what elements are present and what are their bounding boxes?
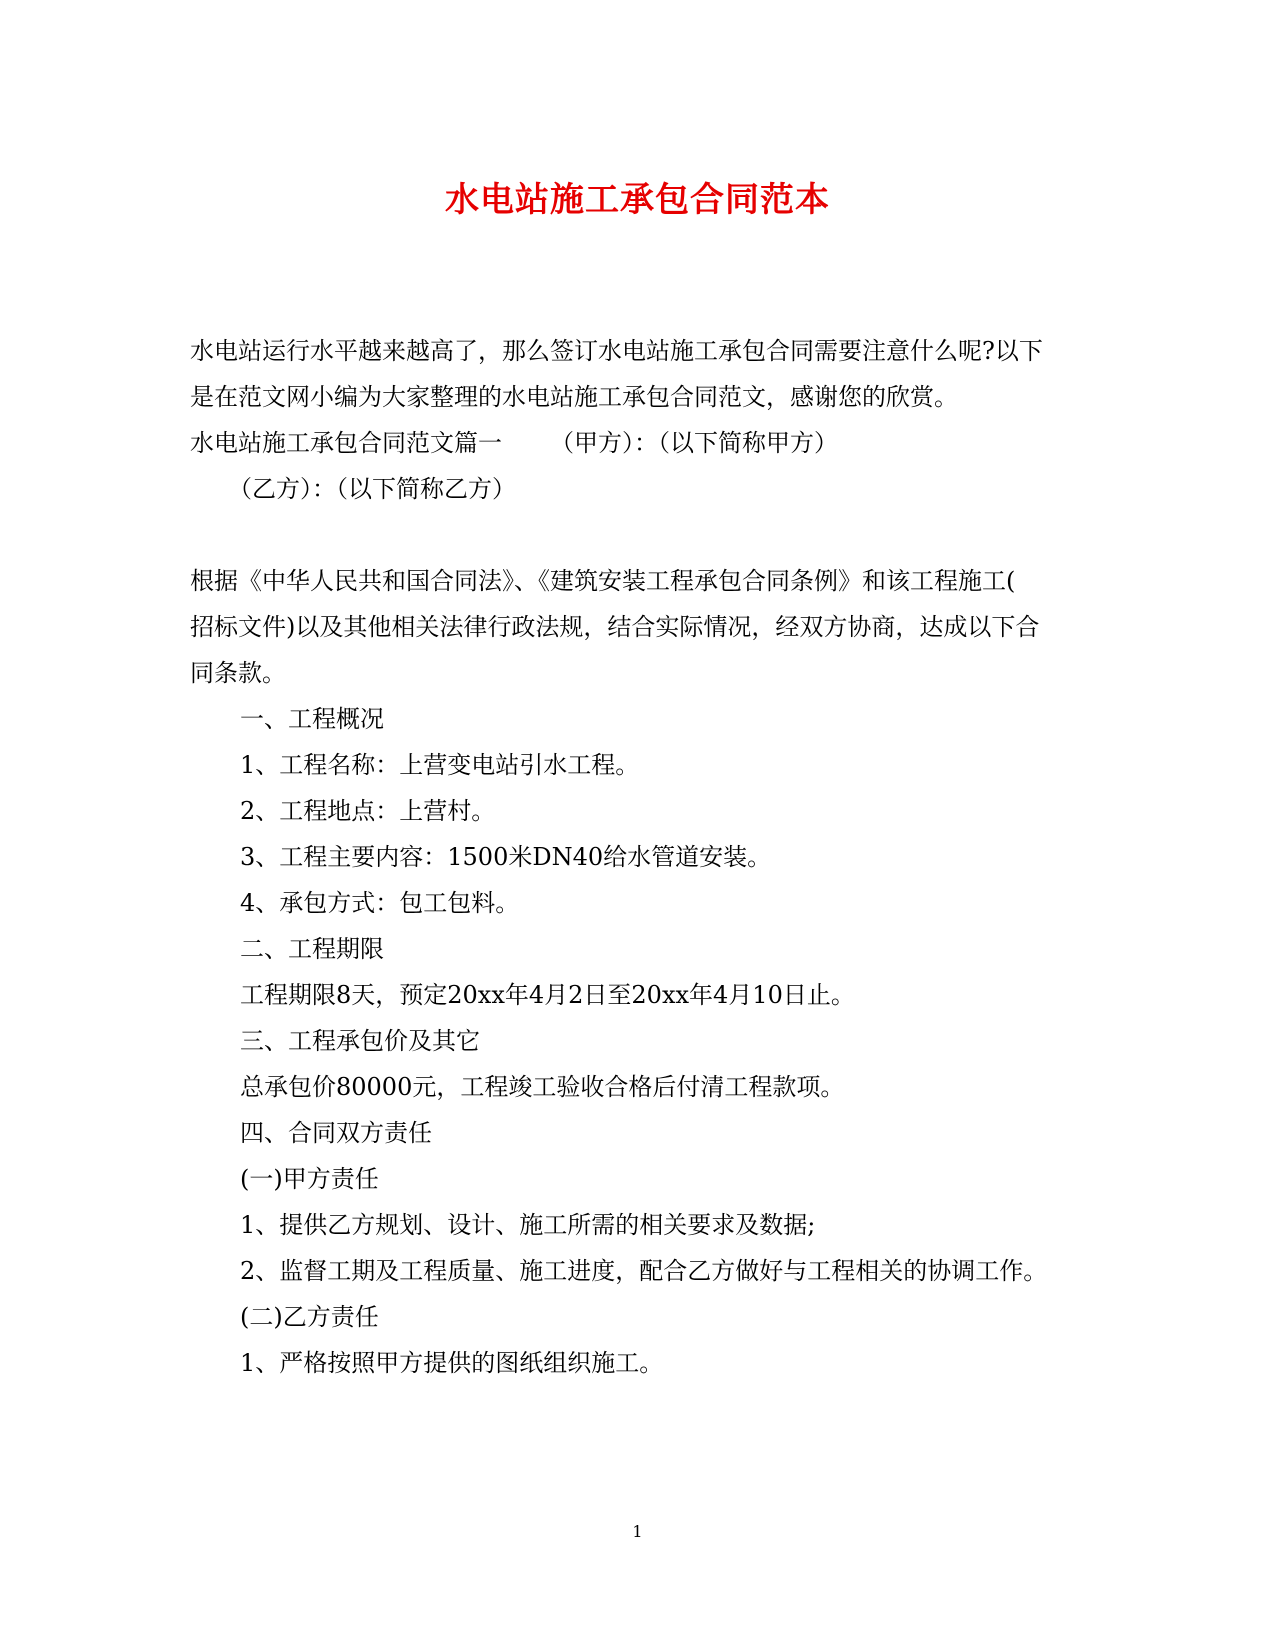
clause-item: 工程期限8天，预定20xx年4月2日至20xx年4月10日止。 <box>240 981 855 1009</box>
party-a: （甲方）：（以下简称甲方） <box>550 429 838 457</box>
section-heading: 一、工程概况 <box>240 705 384 733</box>
basis-line: 招标文件)以及其他相关法律行政法规，结合实际情况，经双方协商，达成以下合 <box>190 613 1040 641</box>
page-number: 1 <box>632 1522 643 1541</box>
party-a-line <box>190 428 838 458</box>
clause-item: 1、提供乙方规划、设计、施工所需的相关要求及数据; <box>240 1211 816 1239</box>
clause-item: 1、严格按照甲方提供的图纸组织施工。 <box>240 1349 664 1377</box>
sub-heading: (一)甲方责任 <box>240 1165 379 1193</box>
basis-line: 同条款。 <box>190 659 286 687</box>
section-heading: 二、工程期限 <box>240 935 384 963</box>
clause-item: 1、工程名称：上营变电站引水工程。 <box>240 751 640 779</box>
party-b: （乙方）：（以下简称乙方） <box>228 475 516 503</box>
clause-item: 3、工程主要内容：1500米DN40给水管道安装。 <box>240 843 772 871</box>
basis-line: 根据《中华人民共和国合同法》、《建筑安装工程承包合同条例》和该工程施工( <box>190 567 1016 595</box>
section-heading: 四、合同双方责任 <box>240 1119 432 1147</box>
clause-item: 总承包价80000元，工程竣工验收合格后付清工程款项。 <box>240 1073 845 1101</box>
section-heading: 三、工程承包价及其它 <box>240 1027 480 1055</box>
clause-item: 2、监督工期及工程质量、施工进度，配合乙方做好与工程相关的协调工作。 <box>240 1257 1048 1285</box>
intro-line: 是在范文网小编为大家整理的水电站施工承包合同范文，感谢您的欣赏。 <box>190 383 958 411</box>
part-heading: 水电站施工承包合同范文篇一 <box>190 429 502 457</box>
clause-item: 2、工程地点：上营村。 <box>240 797 496 825</box>
intro-line: 水电站运行水平越来越高了，那么签订水电站施工承包合同需要注意什么呢?以下 <box>190 337 1043 365</box>
document-title: 水电站施工承包合同范本 <box>445 180 830 220</box>
sub-heading: (二)乙方责任 <box>240 1303 379 1331</box>
clause-item: 4、承包方式：包工包料。 <box>240 889 520 917</box>
